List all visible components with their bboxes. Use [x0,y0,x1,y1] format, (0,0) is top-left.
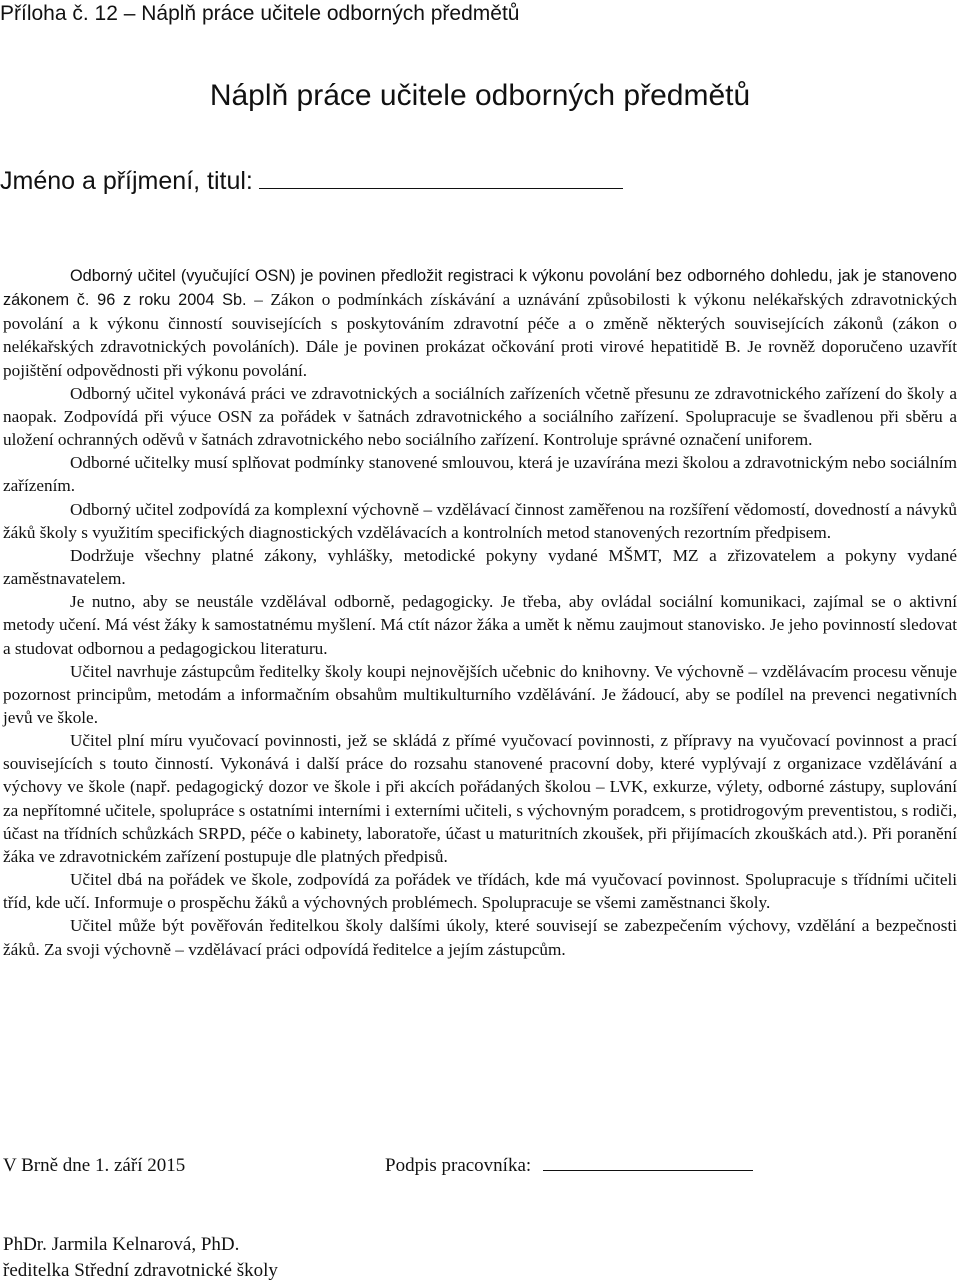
paragraph [3,544,957,590]
paragraph-text: Učitel může být pověřován ředitelkou školy dalšími úkoly, které souvisejí se zabezpečením výchovy, vzdělání a bezpečnosti žáků. Za svoji výchovně – vzdělávací práci odpovídá ředitelce a jejím zástupcům. [3,916,957,959]
signer-name: PhDr. Jarmila Kelnarová, PhD. [3,1234,240,1255]
paragraph [3,660,957,729]
name-field-row [0,165,623,197]
place-date: V Brně dne 1. září 2015 [3,1155,186,1176]
paragraph [3,868,957,914]
document-title: Náplň práce učitele odborných předmětů [209,79,751,112]
name-label: Jméno a příjmení, titul: [0,167,253,195]
signature-row [385,1154,753,1178]
signer-role: ředitelka Střední zdravotnické školy [3,1260,278,1281]
paragraph [3,729,957,868]
paragraph-text: Je rovněž doporučeno uzavřít pojištění odpovědnosti při výkonu povolání. [3,337,958,380]
paragraph-text: Učitel plní míru vyučovací povinnosti, jež se skládá z přímé vyučovací povinnosti, z přípravy na vyučovací povinnost a prací souvisejících s touto činností. Vykonává i další práce do rozsahu stanovené pracovní doby, které vyplývají z organizace vzdělávání a výchovy ve škole (např. pedagogický dozor ve škole i při akcích pořádaných školou – LVK, exkurze, výlety, odborné zástupy, suplování za nepřítomné učitele, spolupráce s ostatními interními i externími učiteli, s výchovným poradcem, s protidrogovým preventistou, s rodiči, účast na třídních schůzkách SRPD, péče o kabinety, laboratoře, účast u maturitních zkoušek, při přijímacích zkouškách atd.). Při poranění žáka ve zdravotnickém zařízení postupuje dle platných předpisů. [3,731,957,866]
paragraph [3,451,957,497]
paragraph [3,590,957,659]
paragraph-text: Dodržuje všechny platné zákony, vyhlášky, metodické pokyny vydané MŠMT, MZ a zřizovatelem a pokyny vydané zaměstnavatelem. [3,545,957,589]
job-description-body [3,264,957,961]
paragraph-text: – Zákon o podmínkách získávání a uznávání způsobilosti k výkonu nelékařských zdravotnických povolání a k výkonu činností souvisejících s poskytováním zdravotní péče a o změně některých souvisejících zákonů (zákon o nelékařských zdravotnických povoláních). Dále je povinen prokázat očkování proti virové hepatitidě B. [3,290,957,357]
signature-blank-line [543,1169,753,1171]
paragraph [3,264,957,382]
paragraph-text: Učitel navrhuje zástupcům ředitelky školy koupi nejnovějších učebnic do knihovny. Ve výchovně – vzdělávacím procesu věnuje pozornost principům, metodám a informačním obsahům multikulturního vzdělávání. Je žádoucí, aby se podílel na prevenci negativních jevů ve škole. [3,661,957,727]
paragraph-text: Odborný učitel zodpovídá za komplexní výchovně – vzdělávací činnost zaměřenou na rozšíření vědomostí, dovedností a návyků žáků školy s využitím specifických diagnostických vzdělávacích a kontrolních metod stanovených rezortním předpisem. [3,499,957,542]
paragraph-text: Je nutno, aby se neustále vzdělával odborně, pedagogicky. Je třeba, aby ovládal sociální komunikaci, zajímal se o aktivní metody učení. Má vést žáky k samostatnému myšlení. Má ctít názor žáka a umět k němu zaujmout stanovisko. Je jeho povinností sledovat a studovat odbornou a pedagogickou literaturu. [3,592,957,658]
signature-label: Podpis pracovníka: [385,1155,532,1176]
paragraph [3,498,957,544]
paragraph [3,382,957,451]
attachment-header: Příloha č. 12 – Náplň práce učitele odborných předmětů [0,2,520,25]
paragraph-text: Učitel dbá na pořádek ve škole, zodpovídá za pořádek ve třídách, kde má vyučovací povinnost. Spolupracuje s třídními učiteli tříd, kde učí. Informuje o prospěchu žáků a výchovných problémech. Spolupracuje se všemi zaměstnanci školy. [3,870,957,913]
paragraph-text: Odborné učitelky musí splňovat podmínky stanovené smlouvou, která je uzavírána mezi školou a zdravotnickým nebo sociálním zařízením. [3,453,957,496]
name-blank-line [259,187,623,189]
paragraph [3,914,957,960]
paragraph-text: Odborný učitel vykonává práci ve zdravotnických a sociálních zařízeních včetně přesunu ze zdravotnického zařízení do školy a naopak. Zodpovídá při výuce OSN za pořádek v šatnách zdravotnického a sociálního zařízení. Spolupracuje se švadlenou při sběru a uložení ochranných oděvů v šatnách zdravotnického nebo sociálního zařízení. Kontroluje správné označení uniforem. [3,383,957,450]
signer-block [3,1232,278,1284]
paragraph-text: Odborný učitel (vyučující OSN) je povinen předložit registraci k výkonu povolání bez odborného dohledu, jak je stanoveno zákonem č. 96 z roku 2004 Sb. [3,267,957,310]
